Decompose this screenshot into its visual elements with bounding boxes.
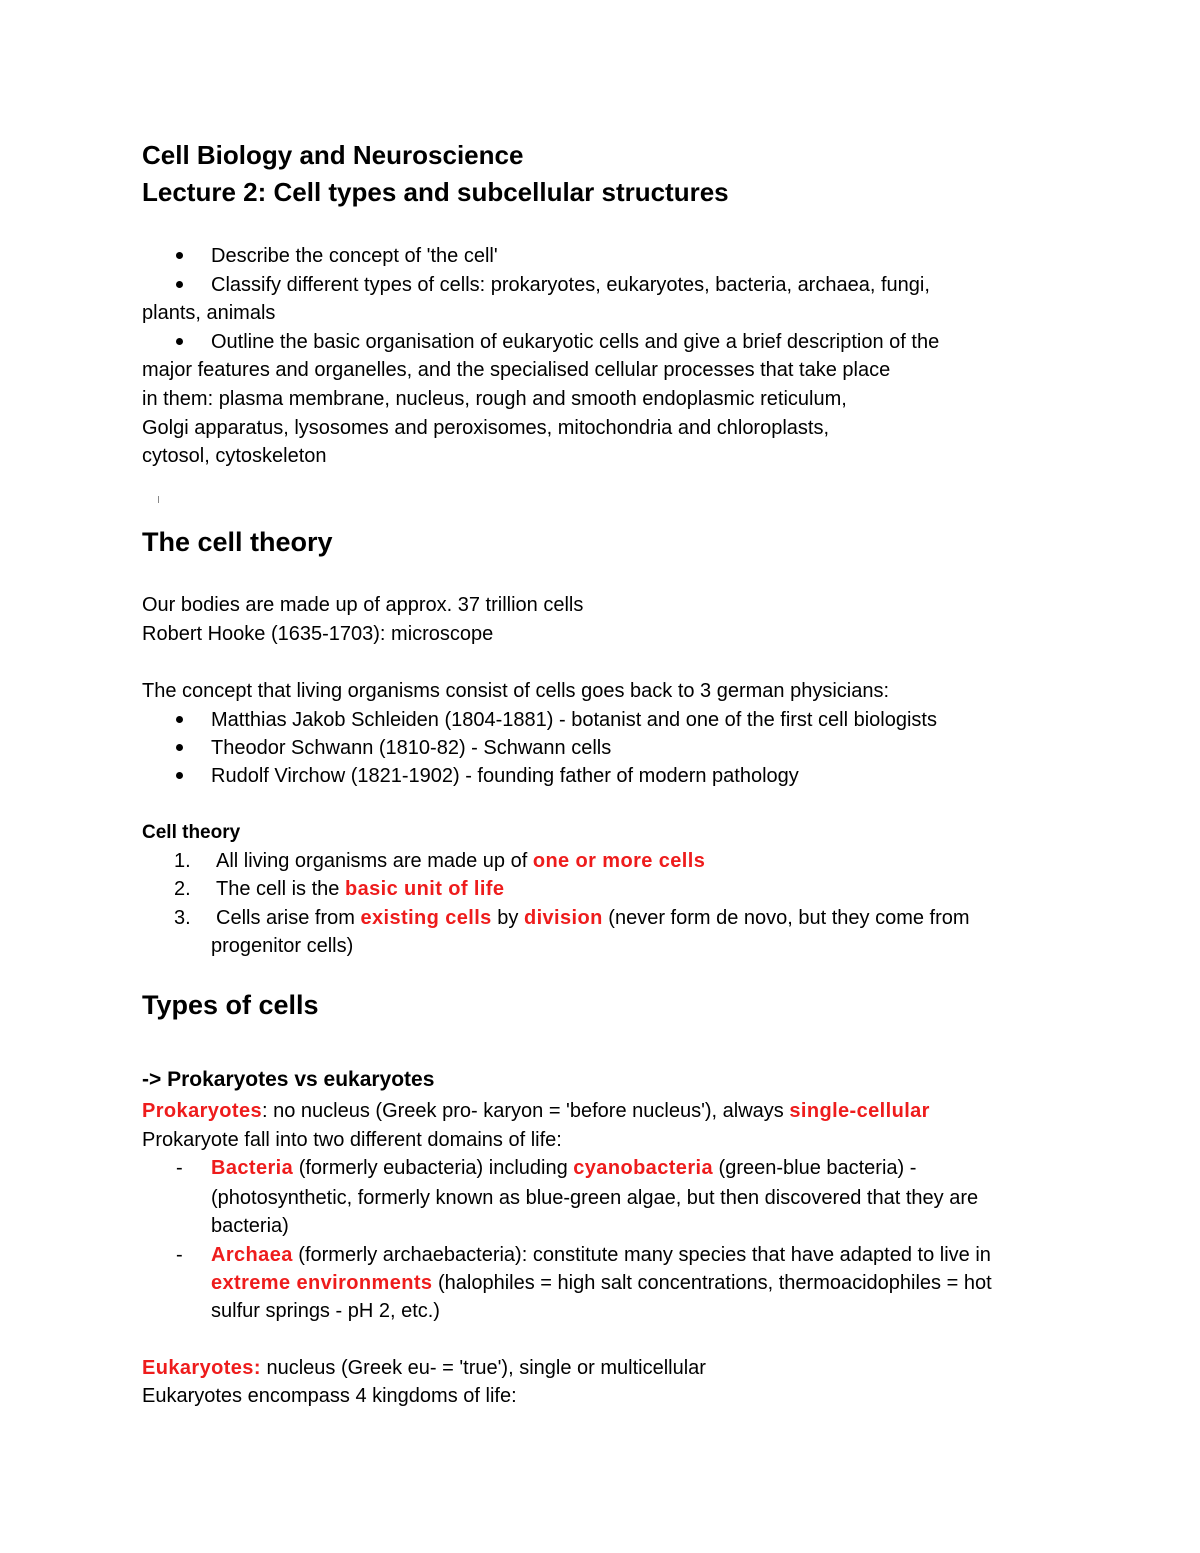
theory-point-3-mid: by	[491, 907, 524, 929]
bullet-icon	[176, 716, 183, 723]
bacteria-desc-end: (green-blue bacteria) -	[712, 1157, 917, 1179]
dash-marker: -	[176, 1157, 183, 1179]
dash-marker: -	[176, 1244, 183, 1266]
objective-1: Describe the concept of 'the cell'	[211, 245, 498, 267]
physician-item: Matthias Jakob Schleiden (1804-1881) - botanist and one of the first cell biologists	[211, 709, 937, 731]
list-number: 2.	[174, 878, 191, 900]
eukaryotes-desc: nucleus (Greek eu- = 'true'), single or multicellular	[260, 1357, 706, 1379]
theory-point-3-highlight: division	[523, 907, 603, 929]
theory-point-1-highlight: one or more cells	[532, 850, 706, 872]
document-title: Cell Biology and Neuroscience	[142, 140, 524, 170]
bacteria-line-3: bacteria)	[211, 1215, 289, 1237]
theory-point-3-continued: progenitor cells)	[211, 935, 354, 957]
theory-point-1-text: All living organisms are made up of	[216, 850, 533, 872]
eukaryotes-term: Eukaryotes:	[142, 1357, 261, 1379]
theory-point-2-highlight: basic unit of life	[344, 878, 505, 900]
objective-2-line2: plants, animals	[142, 302, 276, 324]
objective-3-line1: Outline the basic organisation of eukaryotic cells and give a brief description of the	[211, 331, 940, 353]
extreme-environments-term: extreme environments	[211, 1272, 433, 1294]
hooke-line: Robert Hooke (1635-1703): microscope	[142, 623, 494, 645]
archaea-desc-2: (halophiles = high salt concentrations, thermoacidophiles = hot	[432, 1272, 992, 1294]
bacteria-desc: (formerly eubacteria) including	[293, 1157, 574, 1179]
bullet-icon	[176, 252, 183, 259]
archaea-line-2	[211, 1269, 992, 1297]
cell-theory-subheading: Cell theory	[142, 822, 241, 843]
theory-point-2-text: The cell is the	[216, 878, 345, 900]
bacteria-term: Bacteria	[211, 1157, 294, 1179]
objective-3-line4: Golgi apparatus, lysosomes and peroxisomes, mitochondria and chloroplasts,	[142, 417, 830, 439]
theory-point-2	[216, 875, 504, 903]
list-number: 1.	[174, 850, 191, 872]
prok-vs-euk-subheading: -> Prokaryotes vs eukaryotes	[142, 1068, 435, 1091]
theory-point-1	[216, 847, 705, 875]
archaea-line	[211, 1241, 991, 1269]
eukaryotes-line	[142, 1354, 706, 1382]
single-cellular-term: single-cellular	[789, 1100, 930, 1122]
objective-3-line5: cytosol, cytoskeleton	[142, 445, 327, 467]
section-heading-cell-theory: The cell theory	[142, 527, 333, 557]
stray-mark	[158, 496, 159, 503]
bullet-icon	[176, 281, 183, 288]
theory-point-3	[216, 904, 970, 932]
objective-3-line2: major features and organelles, and the specialised cellular processes that take place	[142, 359, 891, 381]
bullet-icon	[176, 338, 183, 345]
section-heading-types: Types of cells	[142, 990, 319, 1020]
bacteria-line	[211, 1154, 916, 1182]
bullet-icon	[176, 744, 183, 751]
physicians-intro: The concept that living organisms consist of cells goes back to 3 german physicians:	[142, 680, 890, 702]
theory-point-3-end: (never form de novo, but they come from	[602, 907, 970, 929]
eukaryote-kingdoms-line: Eukaryotes encompass 4 kingdoms of life:	[142, 1385, 517, 1407]
objective-3-line3: in them: plasma membrane, nucleus, rough and smooth endoplasmic reticulum,	[142, 388, 847, 410]
lecture-subtitle: Lecture 2: Cell types and subcellular structures	[142, 177, 729, 207]
objective-2-line1: Classify different types of cells: prokaryotes, eukaryotes, bacteria, archaea, fungi,	[211, 274, 930, 296]
archaea-line-3: sulfur springs - pH 2, etc.)	[211, 1300, 440, 1322]
theory-point-3-highlight: existing cells	[360, 907, 492, 929]
bacteria-line-2: (photosynthetic, formerly known as blue-green algae, but then discovered that they are	[211, 1187, 979, 1209]
archaea-desc: (formerly archaebacteria): constitute many species that have adapted to live in	[292, 1244, 991, 1266]
physician-item: Theodor Schwann (1810-82) - Schwann cells	[211, 737, 612, 759]
list-number: 3.	[174, 907, 191, 929]
prokaryote-domains-line: Prokaryote fall into two different domains of life:	[142, 1129, 562, 1151]
prokaryotes-desc: : no nucleus (Greek pro- karyon = 'before nucleus'), always	[262, 1100, 790, 1122]
cell-count-line: Our bodies are made up of approx. 37 trillion cells	[142, 594, 584, 616]
prokaryotes-line	[142, 1097, 930, 1125]
bullet-icon	[176, 772, 183, 779]
prokaryotes-term: Prokaryotes	[142, 1100, 263, 1122]
theory-point-3-text: Cells arise from	[216, 907, 361, 929]
cyanobacteria-term: cyanobacteria	[573, 1157, 713, 1179]
physician-item: Rudolf Virchow (1821-1902) - founding father of modern pathology	[211, 765, 799, 787]
archaea-term: Archaea	[211, 1244, 293, 1266]
